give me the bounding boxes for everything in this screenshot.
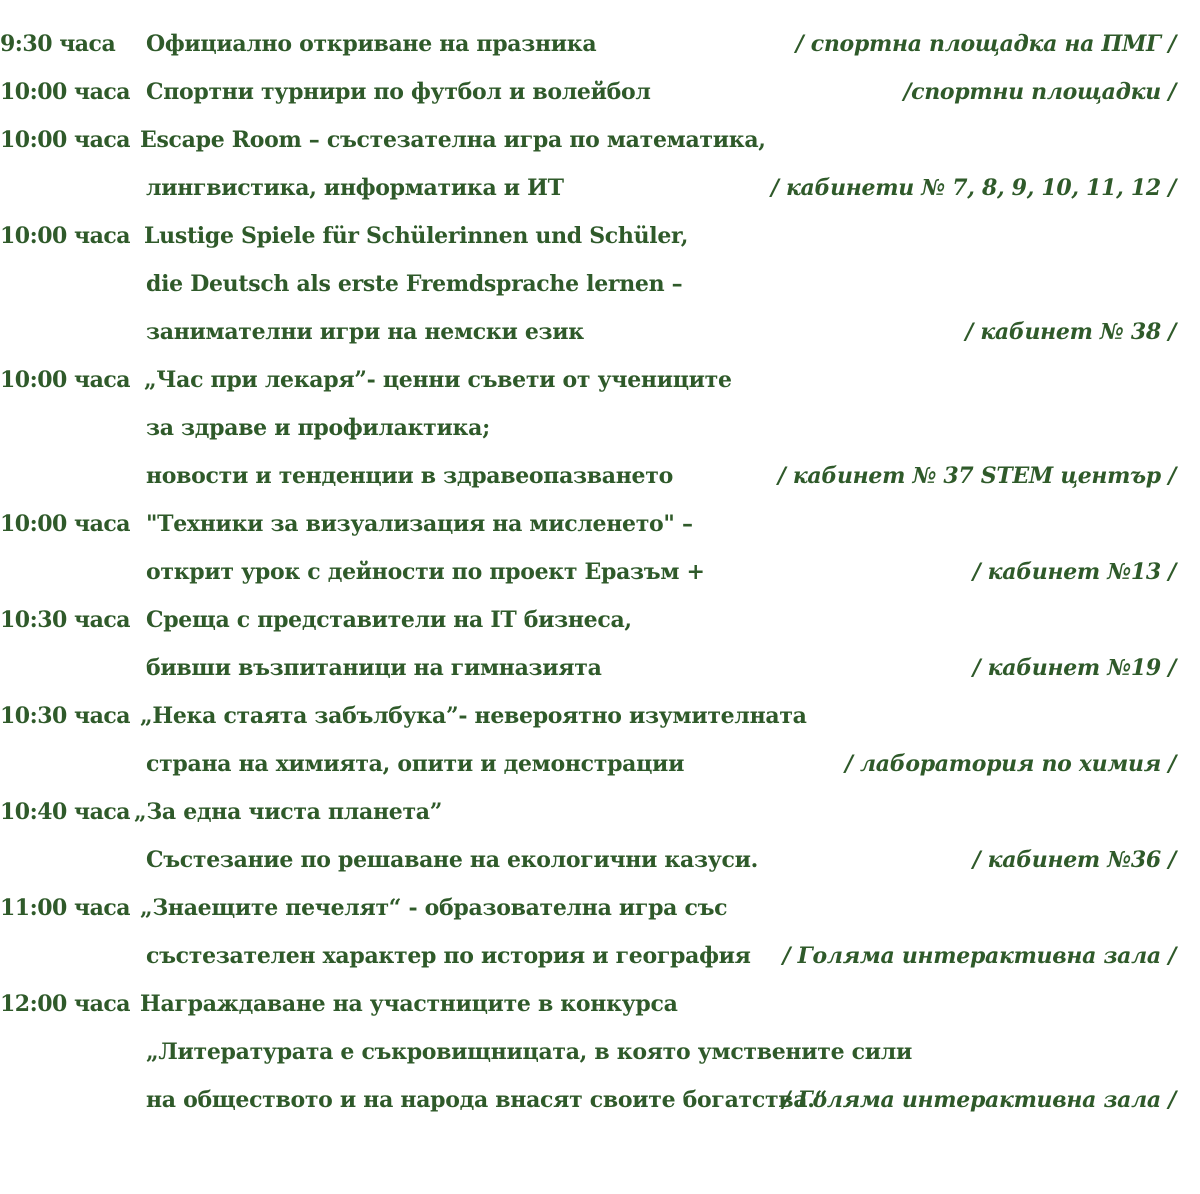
event-time: 10:00 часа [0,511,131,537]
event-time: 10:40 часа [0,799,131,825]
program-line [0,356,1200,404]
program-line [0,836,1200,884]
event-time: 12:00 часа [0,991,131,1017]
event-location: /спортни площадки / [903,79,1176,105]
event-location: / кабинет №36 / [972,847,1176,873]
program-line [0,644,1200,692]
event-text: състезателен характер по история и география [146,943,751,969]
program-line [0,260,1200,308]
event-location: / кабинет № 37 STEM център / [777,463,1176,489]
program-line [0,452,1200,500]
event-location: / кабинети № 7, 8, 9, 10, 11, 12 / [770,175,1176,201]
event-text: лингвистика, информатика и ИТ [146,175,564,201]
program-line [0,116,1200,164]
event-text: „Час при лекаря”- ценни съвети от учениците [144,367,732,393]
event-time: 10:00 часа [0,223,131,249]
program-line [0,20,1200,68]
event-text: Официално откриване на празника [146,31,597,57]
event-text: занимателни игри на немски език [146,319,584,345]
program-line [0,308,1200,356]
program-line [0,1076,1200,1124]
program-line [0,164,1200,212]
event-time: 10:00 часа [0,79,131,105]
event-text: бивши възпитаници на гимназията [146,655,602,681]
event-text: Награждаване на участниците в конкурса [140,991,678,1017]
event-text: новости и тенденции в здравеопазването [146,463,673,489]
event-time: 10:00 часа [0,367,131,393]
program-line [0,740,1200,788]
event-time: 10:30 часа [0,703,131,729]
event-text: „Знаещите печелят“ - образователна игра със [140,895,728,921]
event-text: "Техники за визуализация на мисленето" – [146,511,693,537]
program-line [0,980,1200,1028]
event-time: 11:00 часа [0,895,131,921]
program-line [0,788,1200,836]
event-location: / лаборатория по химия / [844,751,1176,777]
event-location: / Голяма интерактивна зала / [782,943,1176,969]
event-text: на обществото и на народа внасят своите богатства.“ [146,1087,827,1113]
program-line [0,404,1200,452]
event-text: Състезание по решаване на екологични казуси. [146,847,758,873]
event-text: Спортни турнири по футбол и волейбол [146,79,651,105]
event-text: Escape Room – състезателна игра по математика, [140,127,766,153]
event-text: открит урок с дейности по проект Еразъм + [146,559,705,585]
event-text: страна на химията, опити и демонстрации [146,751,685,777]
program-line [0,932,1200,980]
event-location: / Голяма интерактивна зала / [782,1087,1176,1113]
program-line [0,596,1200,644]
event-location: / кабинет № 38 / [965,319,1176,345]
program-line [0,884,1200,932]
program-line [0,1028,1200,1076]
event-location: / кабинет №19 / [972,655,1176,681]
program-line [0,212,1200,260]
event-text: „Литературата е съкровищницата, в която умствените сили [146,1039,912,1065]
event-location: / спортна площадка на ПМГ / [795,31,1176,57]
event-text: за здраве и профилактика; [146,415,490,441]
event-text: Lustige Spiele für Schülerinnen und Schüler, [144,223,689,249]
event-text: Среща с представители на IT бизнеса, [146,607,632,633]
program-line [0,500,1200,548]
event-location: / кабинет №13 / [972,559,1176,585]
event-text: „За една чиста планета” [134,799,443,825]
program-line [0,548,1200,596]
program-line [0,68,1200,116]
program-line [0,692,1200,740]
event-text: „Нека стаята забълбука”- невероятно изумителната [140,703,807,729]
event-time: 10:00 часа [0,127,131,153]
event-text: die Deutsch als erste Fremdsprache lernen – [146,271,683,297]
event-time: 9:30 часа [0,31,116,57]
event-time: 10:30 часа [0,607,131,633]
